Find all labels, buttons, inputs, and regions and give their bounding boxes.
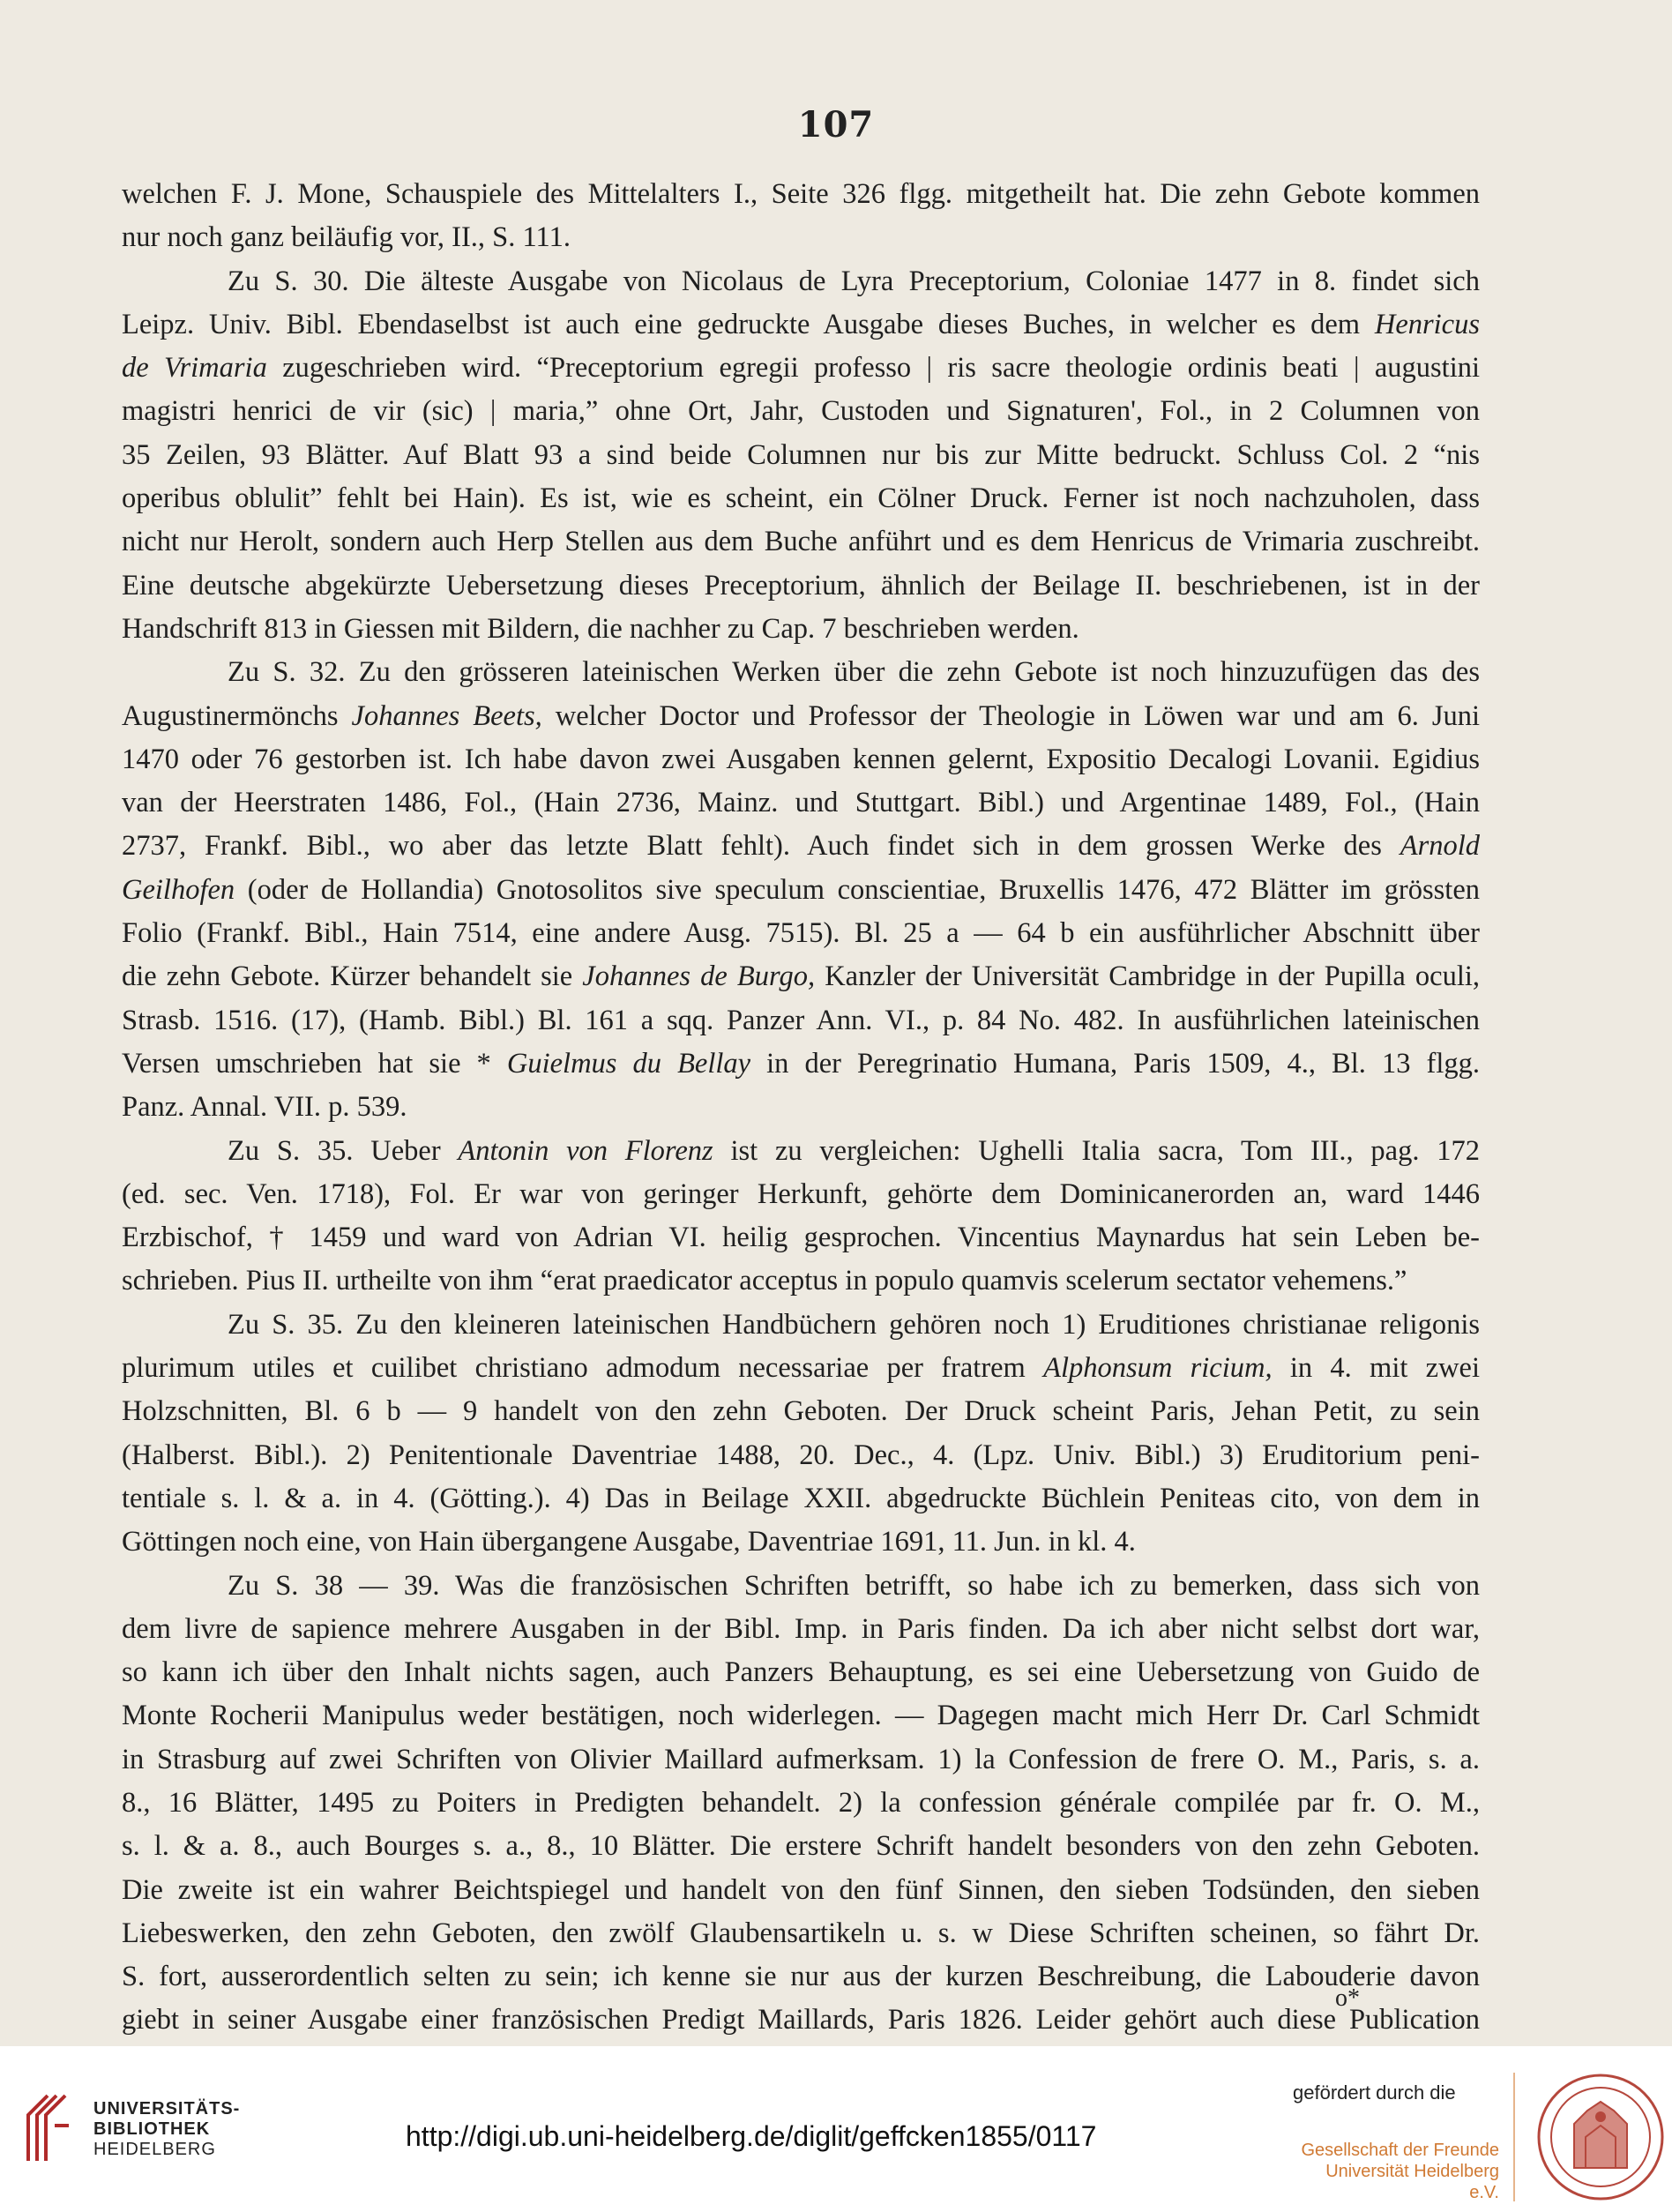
text-line: [122, 1042, 1480, 1086]
line-text: in Strasburg auf zwei Schriften von Olivier Maillard aufmerksam. 1) la Confession de frere O. M., Paris, s. a.: [122, 1743, 1480, 1775]
text-line: [122, 1434, 1480, 1477]
text-line: [122, 1694, 1480, 1737]
text-line: [122, 1259, 1480, 1303]
text-line: [122, 1521, 1480, 1564]
line-text: Zu S. 32. Zu den grösseren lateinischen Werken über die zehn Gebote ist noch hinzuzufügen das des: [228, 656, 1480, 689]
text-line: [122, 1608, 1480, 1651]
text-line: [122, 1738, 1480, 1782]
text-line: [122, 1912, 1480, 1955]
text-line: [122, 260, 1480, 303]
text-line: [122, 1477, 1480, 1521]
text-line: [122, 434, 1480, 477]
line-text: ist zu vergleichen: Ughelli Italia sacra, Tom III., pag. 172: [730, 1134, 1480, 1167]
italic-name: Arnold: [1400, 830, 1480, 863]
footer-divider: [1513, 2073, 1515, 2201]
library-name-line1: UNIVERSITÄTS-: [93, 2099, 241, 2119]
line-text: zugeschrieben wird. “Preceptorium egregii professo | ris sacre theologie ordinis beati | augustini: [282, 352, 1480, 385]
line-text: operibus oblulit” fehlt bei Hain). Es ist, wie es scheint, ein Cölner Druck. Ferner ist noch nachzuholen, dass: [122, 482, 1480, 515]
text-line: [122, 477, 1480, 520]
line-text: van der Heerstraten 1486, Fol., (Hain 2736, Mainz. und Stuttgart. Bibl.) und Argentinae 1489, Fol., (Hain: [122, 787, 1480, 819]
text-line: [122, 1130, 1480, 1173]
line-text: Zu S. 35. Zu den kleineren lateinischen Handbüchern gehören noch 1) Eruditiones christianae religonis: [228, 1308, 1480, 1341]
text-line: [122, 869, 1480, 912]
line-text: Holzschnitten, Bl. 6 b — 9 handelt von den zehn Geboten. Der Druck scheint Paris, Jehan Petit, zu sein: [122, 1395, 1480, 1428]
text-line: [122, 738, 1480, 781]
line-text: nur noch ganz beiläufig vor, II., S. 111.: [122, 221, 571, 254]
line-text: Handschrift 813 in Giessen mit Bildern, die nachher zu Cap. 7 beschrieben werden.: [122, 612, 1079, 645]
text-line: [122, 608, 1480, 651]
text-line: [122, 1216, 1480, 1259]
page-number: 107: [797, 104, 875, 146]
text-line: [122, 695, 1480, 738]
text-line: [122, 520, 1480, 564]
line-text: Zu S. 35. Ueber: [228, 1134, 441, 1167]
text-line: [122, 651, 1480, 694]
text-line: [122, 1304, 1480, 1347]
line-text: in 4. mit zwei: [1289, 1352, 1480, 1385]
text-line: [122, 1869, 1480, 1912]
line-text: welcher Doctor und Professor der Theologie in Löwen war und am 6. Juni: [555, 699, 1480, 732]
line-text: tentiale s. l. & a. in 4. (Götting.). 4) Das in Beilage XXII. abgedruckte Büchlein Peniteas cito, von dem in: [122, 1482, 1480, 1514]
line-text: Zu S. 38 — 39. Was die französischen Schriften betrifft, so habe ich zu bemerken, dass sich von: [228, 1569, 1480, 1602]
line-text: Augustinermönchs: [122, 699, 339, 732]
line-text: schrieben. Pius II. urtheilte von ihm “erat praedicator acceptus in populo quamvis scelerum sectator vehemens.”: [122, 1265, 1407, 1297]
line-text: 8., 16 Blätter, 1495 zu Poiters in Predigten behandelt. 2) la confession générale compilée par fr. O. M.,: [122, 1786, 1480, 1819]
library-name: [93, 2099, 240, 2160]
funded-by-label: gefördert durch die: [1293, 2081, 1456, 2104]
text-line: [122, 781, 1480, 825]
italic-name: Antonin von Florenz: [458, 1134, 713, 1167]
line-text: Monte Rocherii Manipulus weder bestätigen, noch widerlegen. — Dagegen macht mich Herr Dr. Carl Schmidt: [122, 1700, 1480, 1732]
line-text: so kann ich über den Inhalt nichts sagen, auch Panzers Behauptung, es sei eine Uebersetzung von Guido de: [122, 1656, 1480, 1689]
text-line: [122, 1347, 1480, 1390]
line-text: Eine deutsche abgekürzte Uebersetzung dieses Preceptorium, ähnlich der Beilage II. beschriebenen, ist in der: [122, 569, 1480, 602]
line-text: (oder de Hollandia) Gnotosolitos sive speculum conscientiae, Bruxellis 1476, 472 Blätter im grössten: [247, 873, 1480, 906]
line-text: welchen F. J. Mone, Schauspiele des Mittelalters I., Seite 326 flgg. mitgetheilt hat. Die zehn Gebote kommen: [122, 178, 1480, 210]
society-line2: Universität Heidelberg e.V.: [1325, 2162, 1499, 2202]
italic-name: Johannes de Burgo,: [582, 960, 816, 993]
line-text: in der Peregrinatio Humana, Paris 1509, 4., Bl. 13 flgg.: [766, 1047, 1480, 1080]
line-text: Strasb. 1516. (17), (Hamb. Bibl.) Bl. 161 a sqq. Panzer Ann. VI., p. 84 No. 482. In ausführlichen lateinischen: [122, 1004, 1480, 1036]
signature-mark: o*: [1335, 1984, 1360, 2012]
text-line: [122, 912, 1480, 955]
text-line: [122, 1173, 1480, 1216]
text-line: [122, 1955, 1480, 1999]
line-text: Zu S. 30. Die älteste Ausgabe von Nicolaus de Lyra Preceptorium, Coloniae 1477 in 8. findet sich: [228, 265, 1480, 297]
text-line: [122, 564, 1480, 608]
text-line: [122, 999, 1480, 1042]
library-name-line3: HEIDELBERG: [93, 2140, 216, 2159]
italic-name: Guielmus du Bellay: [506, 1047, 751, 1080]
line-text: (Halberst. Bibl.). 2) Penitentionale Daventriae 1488, 20. Dec., 4. (Lpz. Univ. Bibl.) 3) Eruditorium peni-: [122, 1439, 1480, 1471]
italic-name: Henricus: [1374, 308, 1480, 340]
body-text: [122, 173, 1480, 2043]
footer: [0, 2046, 1672, 2212]
text-line: [122, 825, 1480, 868]
line-text: Panz. Annal. VII. p. 539.: [122, 1091, 407, 1124]
society-name: [1298, 2140, 1499, 2203]
university-seal-icon: [1534, 2062, 1667, 2212]
line-text: Folio (Frankf. Bibl., Hain 7514, eine andere Ausg. 7515). Bl. 25 a — 64 b ein ausführlicher Abschnitt über: [122, 917, 1480, 950]
line-text: 1470 oder 76 gestorben ist. Ich habe davon zwei Ausgaben kennen gelernt, Expositio Decalogi Lovanii. Egidius: [122, 743, 1480, 775]
line-text: Leipz. Univ. Bibl. Ebendaselbst ist auch eine gedruckte Ausgabe dieses Buches, in welcher es dem: [122, 308, 1361, 340]
line-text: die zehn Gebote. Kürzer behandelt sie: [122, 960, 573, 993]
line-text: nicht nur Herolt, sondern auch Herp Stellen aus dem Buche anführt und es dem Henricus de Vrimaria zuschreibt.: [122, 526, 1480, 558]
text-line: [122, 303, 1480, 347]
text-line: [122, 1999, 1480, 2042]
text-line: [122, 1565, 1480, 1608]
italic-name: Alphonsum ricium,: [1043, 1352, 1273, 1385]
text-line: [122, 1651, 1480, 1694]
line-text: s. l. & a. 8., auch Bourges s. a., 8., 10 Blätter. Die erstere Schrift handelt besonders von den zehn Geboten.: [122, 1830, 1480, 1863]
line-text: magistri henrici de vir (sic) | maria,” ohne Ort, Jahr, Custoden und Signaturen', Fol., in 2 Columnen von: [122, 395, 1480, 428]
line-text: (ed. sec. Ven. 1718), Fol. Er war von geringer Herkunft, gehörte dem Dominicanerorden an, ward 1446: [122, 1177, 1480, 1210]
text-line: [122, 347, 1480, 390]
line-text: plurimum utiles et cuilibet christiano admodum necessariae per fratrem: [122, 1352, 1026, 1385]
line-text: Kanzler der Universität Cambridge in der Pupilla oculi,: [825, 960, 1480, 993]
italic-name: de Vrimaria: [122, 352, 267, 385]
italic-name: Geilhofen: [122, 873, 235, 906]
line-text: 35 Zeilen, 93 Blätter. Auf Blatt 93 a sind beide Columnen nur bis zur Mitte bedruckt. Schluss Col. 2 “nis: [122, 438, 1480, 471]
line-text: dem livre de sapience mehrere Ausgaben in der Bibl. Imp. in Paris finden. Da ich aber nicht selbst dort war,: [122, 1612, 1480, 1645]
line-text: giebt in seiner Ausgabe einer französischen Predigt Maillards, Paris 1826. Leider gehört auch diese Publication: [122, 2004, 1480, 2036]
line-text: Liebeswerken, den zehn Geboten, den zwölf Glaubensartikeln u. s. w Diese Schriften scheinen, so fährt Dr.: [122, 1917, 1480, 1949]
society-line1: Gesellschaft der Freunde: [1301, 2141, 1499, 2160]
line-text: Erzbischof, † 1459 und ward von Adrian VI. heilig gesprochen. Vincentius Maynardus hat sein Leben be-: [122, 1222, 1480, 1254]
text-line: [122, 955, 1480, 998]
line-text: Die zweite ist ein wahrer Beichtspiegel und handelt von den fünf Sinnen, den sieben Todsünden, den sieben: [122, 1873, 1480, 1906]
text-line: [122, 1086, 1480, 1129]
line-text: 2737, Frankf. Bibl., wo aber das letzte Blatt fehlt). Auch findet sich in dem grossen Werke des: [122, 830, 1382, 863]
library-logo-icon: [21, 2090, 72, 2166]
library-name-line2: BIBLIOTHEK: [93, 2119, 211, 2139]
line-text: Göttingen noch eine, von Hain übergangene Ausgabe, Daventriae 1691, 11. Jun. in kl. 4.: [122, 1526, 1136, 1558]
permalink-url[interactable]: http://digi.ub.uni-heidelberg.de/diglit/geffcken1855/0117: [406, 2120, 1097, 2152]
text-line: [122, 173, 1480, 216]
text-line: [122, 1390, 1480, 1433]
text-line: [122, 1825, 1480, 1868]
line-text: S. fort, ausserordentlich selten zu sein; ich kenne sie nur aus der kurzen Beschreibung, die Labouderie davon: [122, 1961, 1480, 1993]
text-line: [122, 1782, 1480, 1825]
italic-name: Johannes Beets,: [351, 699, 542, 732]
line-text: Versen umschrieben hat sie *: [122, 1047, 491, 1080]
text-line: [122, 216, 1480, 259]
text-line: [122, 390, 1480, 433]
